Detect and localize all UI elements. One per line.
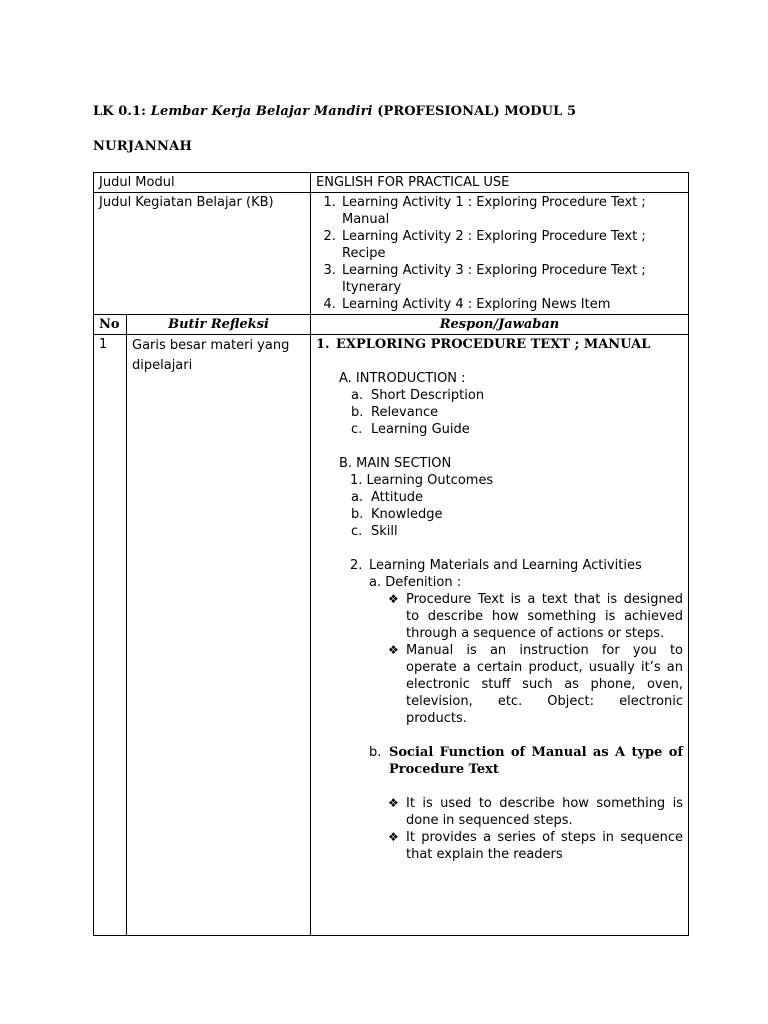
author-name: NURJANNAH [93, 139, 193, 154]
judul-modul-label: Judul Modul [94, 173, 311, 193]
kb-item: 2. Learning Activity 2 : Exploring Procedure Text ; Recipe [340, 228, 683, 262]
outcomes-list [316, 489, 683, 540]
list-item [388, 829, 683, 863]
list-item [351, 387, 683, 404]
list-item [388, 642, 683, 727]
learning-materials-heading [316, 557, 683, 574]
worksheet-table [93, 172, 689, 936]
list-text: Manual is an instruction for you to operate a certain product, usually it’s an electronic stuff such as phone, oven, television, etc. Object: electronic products. [406, 643, 683, 726]
col-header-respon: Respon/Jawaban [311, 315, 689, 335]
col-header-butir: Butir Refleksi [127, 315, 311, 335]
list-marker: a. [351, 388, 364, 403]
section-number: 1. [316, 337, 330, 352]
list-text: Procedure Text is a text that is designed to describe how something is achieved through a sequence of actions or steps. [406, 592, 683, 641]
kb-item: 1. Learning Activity 1 : Exploring Procedure Text ; Manual [340, 194, 683, 228]
list-item [388, 591, 683, 642]
list-text: It provides a series of steps in sequence that explain the readers [406, 830, 683, 862]
list-marker: b. [351, 405, 364, 420]
list-text: Social Function of Manual as A type of Procedure Text [389, 745, 683, 777]
title-italic: Lembar Kerja Belajar Mandiri [150, 104, 373, 119]
list-item [351, 489, 683, 506]
list-text: Learning Guide [371, 422, 470, 437]
list-marker: 2. [350, 558, 363, 573]
section-title [316, 336, 683, 353]
title-prefix: LK 0.1: [93, 104, 151, 119]
intro-list [316, 387, 683, 438]
list-item [351, 421, 683, 438]
row-judul-modul [94, 173, 689, 193]
list-item [351, 506, 683, 523]
response-cell [311, 335, 689, 936]
definition-heading: a. Defenition : [369, 575, 462, 590]
page-title [93, 104, 576, 119]
butir-refleksi-text: Garis besar materi yang dipelajari [127, 335, 311, 936]
list-text: Learning Materials and Learning Activities [369, 558, 642, 573]
definition-list [316, 591, 683, 727]
list-text: Relevance [371, 405, 439, 420]
diamond-bullet-icon: ❖ [388, 830, 399, 844]
list-text: Attitude [371, 490, 424, 505]
learning-outcomes-heading: 1. Learning Outcomes [350, 473, 494, 488]
row-number: 1 [94, 335, 127, 936]
list-marker: b. [369, 745, 382, 760]
kb-list-cell [311, 193, 689, 315]
diamond-bullet-icon: ❖ [388, 592, 399, 606]
list-marker: b. [351, 507, 364, 522]
list-item [388, 795, 683, 829]
diamond-bullet-icon: ❖ [388, 796, 399, 810]
table-row [94, 335, 689, 936]
section-title-text: EXPLORING PROCEDURE TEXT ; MANUAL [336, 337, 651, 352]
title-suffix: (PROFESIONAL) MODUL 5 [372, 104, 577, 119]
kb-item: 4. Learning Activity 4 : Exploring News Item [340, 296, 683, 313]
list-text: Short Description [371, 388, 485, 403]
social-function-heading [316, 744, 683, 778]
list-item [351, 404, 683, 421]
list-marker: a. [351, 490, 364, 505]
list-text: It is used to describe how something is done in sequenced steps. [406, 796, 683, 828]
diamond-bullet-icon: ❖ [388, 643, 399, 657]
kb-item: 3. Learning Activity 3 : Exploring Procedure Text ; Itynerary [340, 262, 683, 296]
col-header-no: No [94, 315, 127, 335]
kb-list [316, 194, 683, 313]
judul-modul-value: ENGLISH FOR PRACTICAL USE [311, 173, 689, 193]
row-judul-kb [94, 193, 689, 315]
main-section-heading: B. MAIN SECTION [339, 456, 452, 471]
list-text: Knowledge [371, 507, 443, 522]
social-function-list [316, 795, 683, 863]
list-item [351, 523, 683, 540]
table-header-row [94, 315, 689, 335]
intro-heading: A. INTRODUCTION : [339, 371, 466, 386]
list-marker: c. [351, 422, 363, 437]
judul-kb-label: Judul Kegiatan Belajar (KB) [94, 193, 311, 315]
list-marker: c. [351, 524, 363, 539]
list-text: Skill [371, 524, 398, 539]
